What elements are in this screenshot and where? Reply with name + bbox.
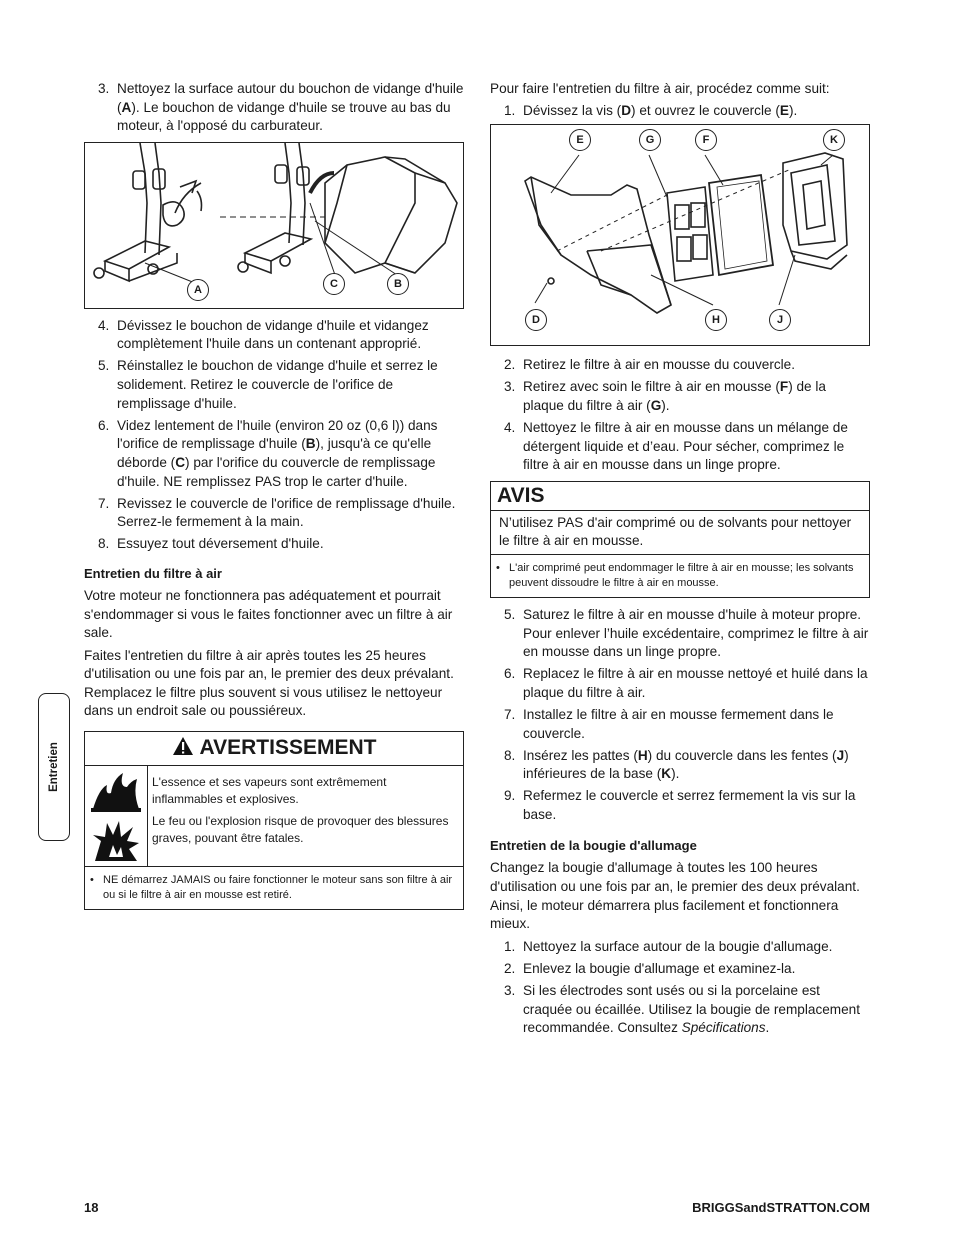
warning-header: AVERTISSEMENT xyxy=(85,732,463,766)
plug-step-1: 1. Nettoyez la surface autour de la bougie d'allumage. xyxy=(504,938,833,954)
left-column xyxy=(84,80,464,910)
oil-drain-figure xyxy=(84,142,464,309)
filter-step-7: 7. Installez le filtre à air en mousse fermement dans le couvercle. xyxy=(504,706,834,741)
filter-step-3: 3. Retirez avec soin le filtre à air en mousse (F) de la plaque du filtre à air (G). xyxy=(504,379,826,413)
plug-step-3: 3. Si les électrodes sont usés ou si la porcelaine est craquée ou écaillée. Utilisez la bougie de remplacement recommandée. Consultez Spécifications. xyxy=(504,983,861,1036)
callout-g: G xyxy=(639,129,661,151)
filter-step-4: 4. Nettoyez le filtre à air en mousse dans un mélange de détergent liquide et d’eau. Pour sécher, comprimez le filtre à air en mousse dans un linge propre. xyxy=(504,419,848,473)
filter-step-9: 9. Refermez le couvercle et serrez fermement la vis sur la base. xyxy=(504,788,856,822)
filter-step-5: 5. Saturez le filtre à air en mousse d'huile à moteur propre. Pour enlever l’huile excédentaire, comprimez le filtre à air en mousse dans un linge propre. xyxy=(504,606,869,660)
warning-triangle-icon xyxy=(172,736,194,762)
oil-step-8: 8. Essuyez tout déversement d'huile. xyxy=(98,536,324,552)
filter-intro: Pour faire l'entretien du filtre à air, procédez comme suit: xyxy=(490,81,830,96)
warning-bullet: • NE démarrez JAMAIS ou faire fonctionner le moteur sans son filtre à air ou si le filtre à air en mousse est retiré. xyxy=(85,867,463,909)
oil-step-7: 7. Revissez le couvercle de l'orifice de remplissage d'huile. Serrez-le fermement à la main. xyxy=(98,495,456,530)
oil-step-6: 6. Videz lentement de l'huile (environ 20 oz (0,6 l)) dans l'orifice de remplissage d'huile (B), jusqu'à ce qu'elle déborde (C) par l'orifice du couvercle de remplissage d'huile. NE remplissez PAS trop le carter d'huile. xyxy=(98,417,438,489)
warning-box xyxy=(84,731,464,910)
specifications-reference: Spécifications xyxy=(681,1020,766,1036)
air-filter-para-1: Votre moteur ne fonctionnera pas adéquatement et pourrait s'endommager si vous le faites fonctionner avec un filtre à air sale. xyxy=(84,587,453,641)
callout-c: C xyxy=(323,273,345,295)
callout-f: F xyxy=(695,129,717,151)
filter-step-2: 2. Retirez le filtre à air en mousse du couvercle. xyxy=(504,357,795,373)
callout-a: A xyxy=(187,279,209,301)
spark-plug-para: Changez la bougie d'allumage à toutes les 100 heures d'utilisation ou une fois par an, le premier des deux prévalant. Ainsi, le moteur démarrera plus facilement et fonctionnera mieux. xyxy=(490,860,860,932)
oil-steps-a xyxy=(84,80,464,136)
callout-b: B xyxy=(387,273,409,295)
oil-steps-b xyxy=(84,317,464,554)
oil-step-5: 5. Réinstallez le bouchon de vidange d'huile et serrez le solidement. Retirez le couvercle de l'orifice de remplissage d'huile. xyxy=(98,358,438,411)
air-filter-heading: Entretien du filtre à air xyxy=(84,565,222,581)
notice-bullet: • L'air comprimé peut endommager le filtre à air en mousse; les solvants peuvent dissoudre le filtre à air en mousse. xyxy=(491,555,869,597)
air-filter-figure xyxy=(490,124,870,346)
plug-step-2: 2. Enlevez la bougie d'allumage et examinez-la. xyxy=(504,960,796,976)
filter-step-6: 6. Replacez le filtre à air en mousse nettoyé et huilé dans la plaque du filtre à air. xyxy=(504,666,868,700)
warning-line-1: L'essence et ses vapeurs sont extrêmement inflammables et explosives. xyxy=(152,775,387,807)
callout-h: H xyxy=(705,309,727,331)
notice-body: N’utilisez PAS d'air comprimé ou de solvants pour nettoyer le filtre à air en mousse. xyxy=(491,511,869,555)
callout-j: J xyxy=(769,309,791,331)
section-tab: Entretien xyxy=(38,693,70,841)
warning-line-2: Le feu ou l'explosion risque de provoquer des blessures graves, pouvant être fatales. xyxy=(152,814,449,846)
notice-box xyxy=(490,481,870,598)
spark-plug-heading: Entretien de la bougie d'allumage xyxy=(490,838,697,854)
footer-website: BRIGGSandSTRATTON.COM xyxy=(692,1200,870,1215)
fire-icon xyxy=(85,766,147,816)
callout-k: K xyxy=(823,129,845,151)
callout-e: E xyxy=(569,129,591,151)
callout-d: D xyxy=(525,309,547,331)
filter-step-8: 8. Insérez les pattes (H) du couvercle dans les fentes (J) inférieures de la base (K). xyxy=(504,747,849,782)
explosion-icon xyxy=(85,816,147,866)
air-filter-para-2: Faites l'entretien du filtre à air après toutes les 25 heures d'utilisation ou une fois par an, le premier des deux prévalant. Remplacez le filtre plus souvent si vous utilisez le nettoyeur dans un endroit sale ou poussiéreux. xyxy=(84,647,454,719)
notice-title: AVIS xyxy=(491,482,869,511)
air-filter-illustration xyxy=(491,125,868,344)
right-column xyxy=(490,80,870,1041)
oil-step-4: 4. Dévissez le bouchon de vidange d'huile et vidangez complètement l'huile dans un contenant approprié. xyxy=(98,317,429,352)
page-number: 18 xyxy=(84,1200,99,1215)
filter-step-1: 1. Dévissez la vis (D) et ouvrez le couvercle (E). xyxy=(504,102,798,118)
oil-step-3: 3. Nettoyez la surface autour du bouchon de vidange d'huile (A). Le bouchon de vidange d'huile se trouve au bas du moteur, à l'opposé du carburateur. xyxy=(98,81,464,134)
